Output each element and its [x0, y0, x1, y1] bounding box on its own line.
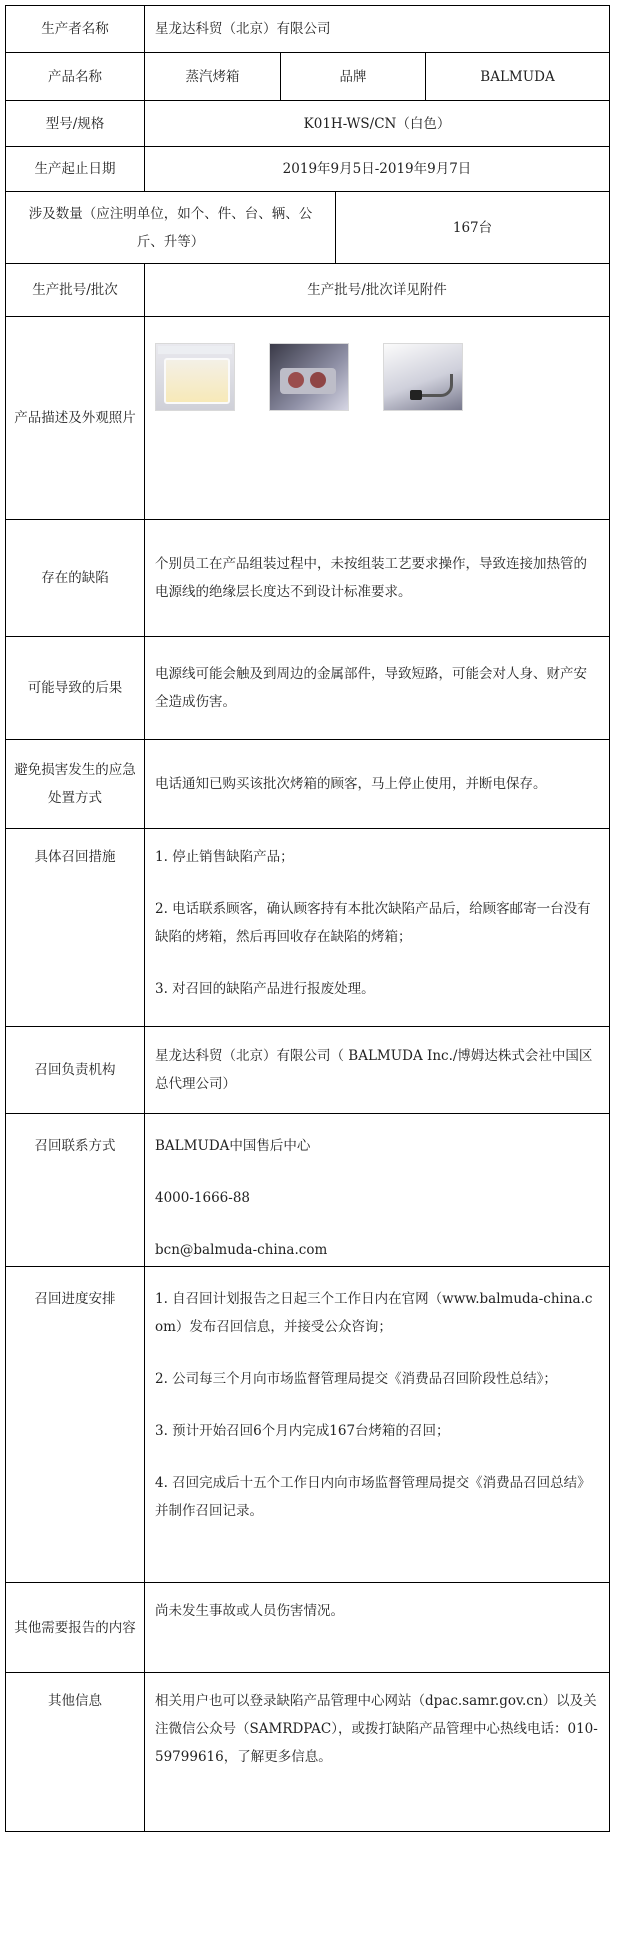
other-info-label: 其他信息 [6, 1673, 145, 1832]
consequence-value: 电源线可能会触及到周边的金属部件，导致短路，可能会对人身、财产安全造成伤害。 [145, 637, 610, 740]
schedule-label: 召回进度安排 [6, 1267, 145, 1583]
emergency-value: 电话通知已购买该批次烤箱的顾客，马上停止使用，并断电保存。 [145, 740, 610, 829]
row-other-info [6, 1673, 610, 1832]
row-other-report [6, 1583, 610, 1673]
schedule-item: 4. 召回完成后十五个工作日内向市场监督管理局提交《消费品召回总结》并制作召回记录。 [155, 1475, 591, 1519]
model-value: K01H-WS/CN（白色） [145, 101, 610, 147]
row-model [6, 101, 610, 147]
defect-value: 个别员工在产品组装过程中，未按组装工艺要求操作，导致连接加热管的电源线的绝缘层长度达不到设计标准要求。 [145, 520, 610, 637]
emergency-label: 避免损害发生的应急处置方式 [6, 740, 145, 829]
brand-value: BALMUDA [426, 53, 610, 101]
contact-email: bcn@balmuda-china.com [155, 1242, 328, 1258]
photos-cell [145, 317, 610, 520]
oven-interior-photo [269, 343, 349, 411]
oven-cable-photo [383, 343, 463, 411]
other-report-value: 尚未发生事故或人员伤害情况。 [145, 1583, 610, 1673]
other-report-label: 其他需要报告的内容 [6, 1583, 145, 1673]
contact-phone: 4000-1666-88 [155, 1190, 251, 1206]
responsible-value: 星龙达科贸（北京）有限公司（ BALMUDA Inc./博姆达株式会社中国区总代理公司） [145, 1027, 610, 1114]
row-photos [6, 317, 610, 520]
photos-label: 产品描述及外观照片 [6, 317, 145, 520]
model-label: 型号/规格 [6, 101, 145, 147]
row-product [6, 53, 610, 101]
product-label: 产品名称 [6, 53, 145, 101]
row-quantity [6, 192, 610, 264]
quantity-label: 涉及数量（应注明单位，如个、件、台、辆、公斤、升等） [6, 192, 336, 264]
contact-service-center: BALMUDA中国售后中心 [155, 1138, 311, 1154]
defect-label: 存在的缺陷 [6, 520, 145, 637]
row-batch [6, 264, 610, 317]
recall-info-table [5, 5, 610, 1832]
production-dates-value: 2019年9月5日-2019年9月7日 [145, 147, 610, 192]
row-schedule [6, 1267, 610, 1583]
row-consequence [6, 637, 610, 740]
row-manufacturer [6, 6, 610, 53]
manufacturer-label: 生产者名称 [6, 6, 145, 53]
measures-item: 3. 对召回的缺陷产品进行报废处理。 [155, 981, 375, 997]
brand-label: 品牌 [281, 53, 426, 101]
oven-front-photo [155, 343, 235, 411]
batch-label: 生产批号/批次 [6, 264, 145, 317]
measures-item: 2. 电话联系顾客，确认顾客持有本批次缺陷产品后，给顾客邮寄一台没有缺陷的烤箱，然后再回收存在缺陷的烤箱； [155, 901, 591, 945]
manufacturer-value: 星龙达科贸（北京）有限公司 [145, 6, 610, 53]
schedule-item: 1. 自召回计划报告之日起三个工作日内在官网（www.balmuda-china.com）发布召回信息，并接受公众咨询； [155, 1291, 593, 1335]
schedule-cell [145, 1267, 610, 1583]
contact-cell [145, 1114, 610, 1267]
product-value: 蒸汽烤箱 [145, 53, 281, 101]
responsible-label: 召回负责机构 [6, 1027, 145, 1114]
row-defect [6, 520, 610, 637]
measures-item: 1. 停止销售缺陷产品； [155, 849, 294, 865]
schedule-item: 3. 预计开始召回6个月内完成167台烤箱的召回； [155, 1423, 450, 1439]
measures-label: 具体召回措施 [6, 829, 145, 1027]
row-contact [6, 1114, 610, 1267]
row-measures [6, 829, 610, 1027]
consequence-label: 可能导致的后果 [6, 637, 145, 740]
contact-label: 召回联系方式 [6, 1114, 145, 1267]
production-dates-label: 生产起止日期 [6, 147, 145, 192]
row-responsible [6, 1027, 610, 1114]
measures-cell [145, 829, 610, 1027]
other-info-value: 相关用户也可以登录缺陷产品管理中心网站（dpac.samr.gov.cn）以及关注微信公众号（SAMRDPAC），或拨打缺陷产品管理中心热线电话：010-59799616，了解更多信息。 [145, 1673, 610, 1832]
row-production-dates [6, 147, 610, 192]
batch-value: 生产批号/批次详见附件 [145, 264, 610, 317]
schedule-item: 2. 公司每三个月向市场监督管理局提交《消费品召回阶段性总结》； [155, 1371, 557, 1387]
quantity-value: 167台 [336, 192, 610, 264]
row-emergency [6, 740, 610, 829]
product-photos [155, 343, 599, 411]
